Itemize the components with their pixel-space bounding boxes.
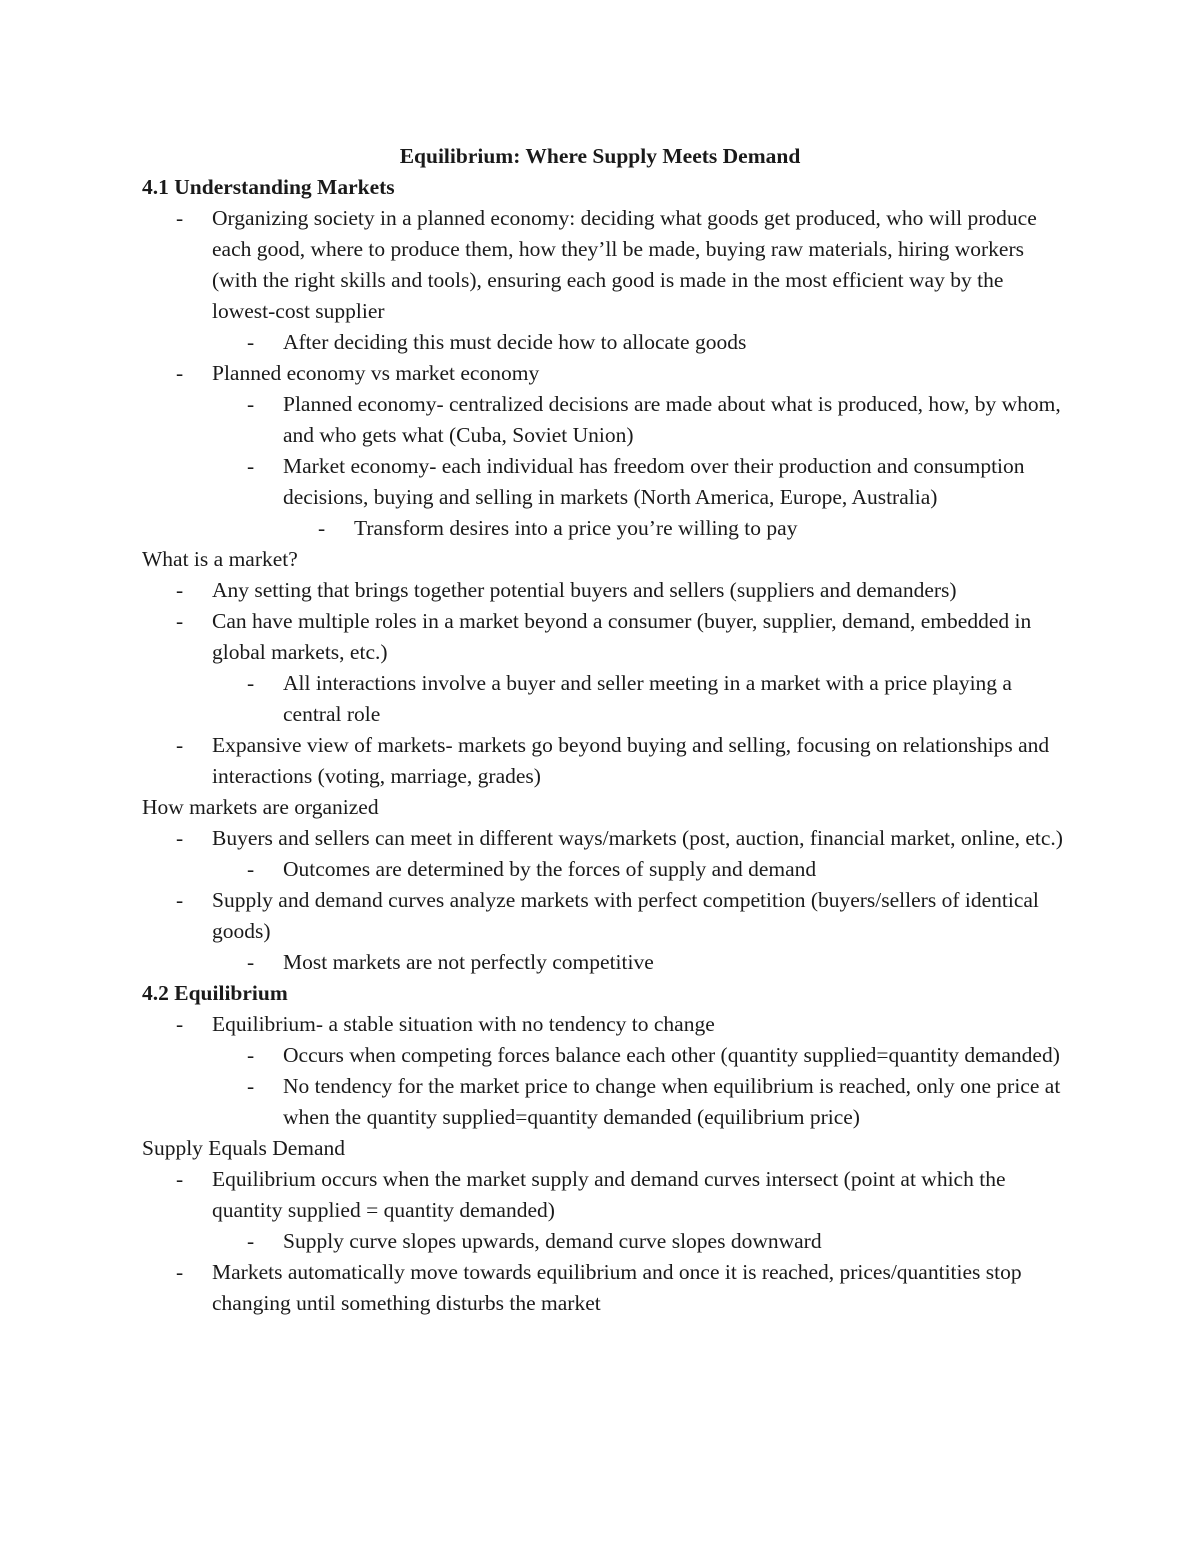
bullet-item-level-1: [176, 1164, 1072, 1226]
bullet-dash: -: [176, 1260, 184, 1284]
bullet-dash: -: [247, 392, 255, 416]
subsection-label: What is a market?: [142, 547, 298, 571]
bullet-text: Supply and demand curves analyze markets with perfect competition (buyers/sellers of identical goods): [212, 888, 1039, 943]
bullet-text: No tendency for the market price to change when equilibrium is reached, only one price at when the quantity supplied=quantity demanded (equilibrium price): [283, 1074, 1061, 1129]
bullet-dash: -: [176, 1167, 184, 1191]
bullet-item-level-2: [247, 854, 1072, 885]
bullet-dash: -: [247, 671, 255, 695]
bullet-text: Most markets are not perfectly competitive: [283, 950, 654, 974]
bullet-dash: -: [247, 1229, 255, 1253]
bullet-text: Market economy- each individual has freedom over their production and consumption decisions, buying and selling in markets (North America, Europe, Australia): [283, 454, 1025, 509]
bullet-dash: -: [247, 330, 255, 354]
bullet-item-level-3: [318, 513, 1072, 544]
section-heading: 4.1 Understanding Markets: [142, 175, 395, 199]
bullet-text: Equilibrium- a stable situation with no tendency to change: [212, 1012, 715, 1036]
bullet-text: Any setting that brings together potential buyers and sellers (suppliers and demanders): [212, 578, 957, 602]
bullet-text: Outcomes are determined by the forces of supply and demand: [283, 857, 817, 881]
bullet-text: All interactions involve a buyer and seller meeting in a market with a price playing a central role: [283, 671, 1012, 726]
bullet-item-level-2: [247, 327, 1072, 358]
bullet-text: Equilibrium occurs when the market supply and demand curves intersect (point at which the quantity supplied = quantity demanded): [212, 1167, 1006, 1222]
bullet-dash: -: [247, 950, 255, 974]
document-body: [142, 172, 1072, 1319]
subsection-label: How markets are organized: [142, 795, 379, 819]
bullet-item-level-2: [247, 947, 1072, 978]
bullet-item-level-1: [176, 885, 1072, 947]
bullet-item-level-2: [247, 451, 1072, 513]
bullet-item-level-2: [247, 1040, 1072, 1071]
bullet-dash: -: [318, 516, 326, 540]
section-heading: 4.2 Equilibrium: [142, 981, 288, 1005]
bullet-item-level-2: [247, 389, 1072, 451]
bullet-dash: -: [176, 578, 184, 602]
bullet-dash: -: [247, 1043, 255, 1067]
bullet-item-level-2: [247, 668, 1072, 730]
bullet-text: Markets automatically move towards equilibrium and once it is reached, prices/quantities stop changing until something disturbs the market: [212, 1260, 1022, 1315]
bullet-item-level-1: [176, 203, 1072, 327]
bullet-dash: -: [176, 609, 184, 633]
bullet-text: Expansive view of markets- markets go beyond buying and selling, focusing on relationships and interactions (voting, marriage, grades): [212, 733, 1050, 788]
bullet-item-level-2: [247, 1226, 1072, 1257]
bullet-item-level-1: [176, 1009, 1072, 1040]
bullet-dash: -: [247, 1074, 255, 1098]
bullet-item-level-1: [176, 823, 1072, 854]
bullet-text: Planned economy vs market economy: [212, 361, 540, 385]
bullet-text: Occurs when competing forces balance each other (quantity supplied=quantity demanded): [283, 1043, 1060, 1067]
bullet-text: Transform desires into a price you’re willing to pay: [354, 516, 798, 540]
bullet-dash: -: [176, 206, 184, 230]
document-title: Equilibrium: Where Supply Meets Demand: [399, 144, 801, 168]
bullet-dash: -: [176, 733, 184, 757]
bullet-item-level-1: [176, 575, 1072, 606]
subsection-label: Supply Equals Demand: [142, 1136, 346, 1160]
bullet-text: Planned economy- centralized decisions are made about what is produced, how, by whom, and who gets what (Cuba, Soviet Union): [283, 392, 1061, 447]
bullet-dash: -: [247, 454, 255, 478]
bullet-item-level-2: [247, 1071, 1072, 1133]
bullet-text: Organizing society in a planned economy: deciding what goods get produced, who will produce each good, where to produce them, how they’ll be made, buying raw materials, hiring workers (with the right skills and tools), ensuring each good is made in the most efficient way by the lowest-cost supplier: [212, 206, 1037, 323]
bullet-dash: -: [176, 1012, 184, 1036]
bullet-text: Buyers and sellers can meet in different ways/markets (post, auction, financial market, online, etc.): [212, 826, 1063, 850]
bullet-text: After deciding this must decide how to allocate goods: [283, 330, 747, 354]
bullet-dash: -: [176, 888, 184, 912]
bullet-text: Supply curve slopes upwards, demand curve slopes downward: [283, 1229, 822, 1253]
bullet-dash: -: [176, 826, 184, 850]
bullet-dash: -: [247, 857, 255, 881]
bullet-dash: -: [176, 361, 184, 385]
bullet-item-level-1: [176, 1257, 1072, 1319]
bullet-item-level-1: [176, 606, 1072, 668]
bullet-item-level-1: [176, 358, 1072, 389]
bullet-text: Can have multiple roles in a market beyond a consumer (buyer, supplier, demand, embedded in global markets, etc.): [212, 609, 1032, 664]
bullet-item-level-1: [176, 730, 1072, 792]
